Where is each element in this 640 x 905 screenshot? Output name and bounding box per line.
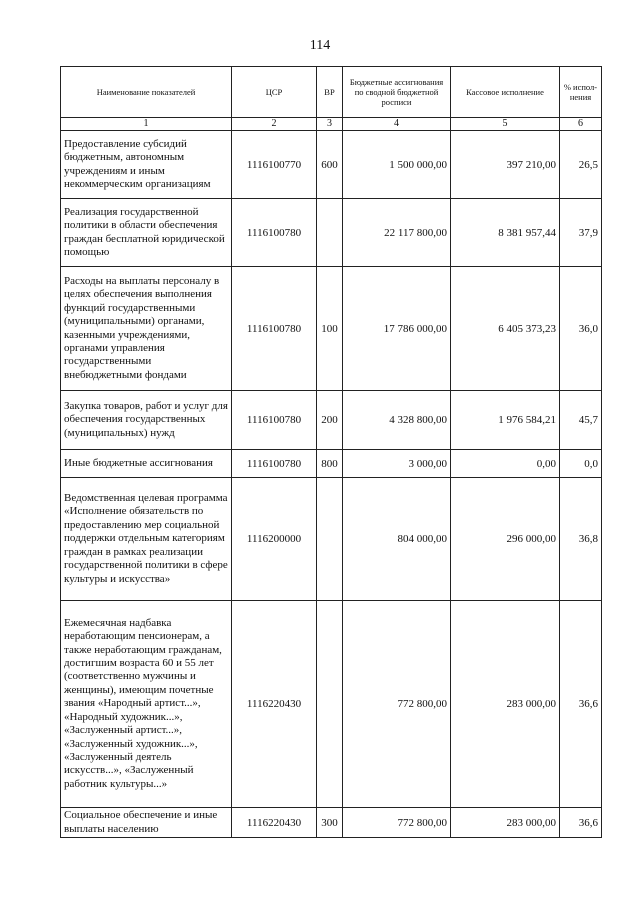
row-cash: 283 000,00 xyxy=(451,808,560,838)
table-row xyxy=(61,199,602,267)
row-percent: 36,8 xyxy=(560,478,602,601)
row-cash: 0,00 xyxy=(451,450,560,478)
row-budget: 1 500 000,00 xyxy=(343,131,451,199)
row-percent: 36,6 xyxy=(560,808,602,838)
row-cash: 283 000,00 xyxy=(451,601,560,808)
column-number: 1 xyxy=(61,118,232,131)
row-percent: 0,0 xyxy=(560,450,602,478)
row-budget: 772 800,00 xyxy=(343,601,451,808)
row-budget: 772 800,00 xyxy=(343,808,451,838)
header-row xyxy=(61,67,602,118)
row-name: Ежемесячная надбавка неработающим пенсионерам, а также неработающим гражданам, достигшим возраста 60 и 55 лет (соответственно мужчины и женщины), имеющим почетные звания «Народный артист...», «Народный художник...», «Заслуженный артист...», «Заслуженный художник...», «Заслуженный деятель искусств...», «Заслуженный работник культуры...» xyxy=(61,601,232,808)
header-percent: % испол-нения xyxy=(560,67,602,118)
row-budget: 22 117 800,00 xyxy=(343,199,451,267)
header-name: Наименование показателей xyxy=(61,67,232,118)
column-number-row xyxy=(61,118,602,131)
row-csr: 1116100780 xyxy=(232,450,317,478)
row-vr xyxy=(317,199,343,267)
row-vr: 300 xyxy=(317,808,343,838)
column-number: 3 xyxy=(317,118,343,131)
column-number: 5 xyxy=(451,118,560,131)
page-number: 114 xyxy=(309,38,331,53)
header-vr: ВР xyxy=(317,67,343,118)
table-row xyxy=(61,601,602,808)
row-percent: 45,7 xyxy=(560,391,602,450)
row-percent: 36,0 xyxy=(560,267,602,391)
column-number: 2 xyxy=(232,118,317,131)
row-cash: 6 405 373,23 xyxy=(451,267,560,391)
header-csr: ЦСР xyxy=(232,67,317,118)
budget-execution-table xyxy=(60,66,602,838)
row-vr: 600 xyxy=(317,131,343,199)
row-percent: 37,9 xyxy=(560,199,602,267)
row-vr xyxy=(317,478,343,601)
row-csr: 1116220430 xyxy=(232,601,317,808)
row-name: Расходы на выплаты персоналу в целях обеспечения выполнения функций государственными (муниципальными) органами, казенными учреждениями, органами управления государственными внебюджетными фондами xyxy=(61,267,232,391)
header-budget: Бюджетные ассигнования по сводной бюджетной росписи xyxy=(343,67,451,118)
table-row xyxy=(61,808,602,838)
table-row xyxy=(61,450,602,478)
row-cash: 1 976 584,21 xyxy=(451,391,560,450)
row-budget: 804 000,00 xyxy=(343,478,451,601)
row-name: Ведомственная целевая программа «Исполнение обязательств по предоставлению мер социальной поддержки отдельным категориям граждан в рамках реализации государственной политики в сфере культуры и искусства» xyxy=(61,478,232,601)
table-row xyxy=(61,478,602,601)
row-cash: 8 381 957,44 xyxy=(451,199,560,267)
row-budget: 4 328 800,00 xyxy=(343,391,451,450)
row-name: Реализация государственной политики в области обеспечения граждан бесплатной юридической помощью xyxy=(61,199,232,267)
row-vr: 800 xyxy=(317,450,343,478)
row-cash: 296 000,00 xyxy=(451,478,560,601)
row-csr: 1116100780 xyxy=(232,267,317,391)
table-row xyxy=(61,131,602,199)
column-number: 4 xyxy=(343,118,451,131)
row-percent: 36,6 xyxy=(560,601,602,808)
table-row xyxy=(61,391,602,450)
row-vr xyxy=(317,601,343,808)
row-budget: 3 000,00 xyxy=(343,450,451,478)
row-budget: 17 786 000,00 xyxy=(343,267,451,391)
row-percent: 26,5 xyxy=(560,131,602,199)
row-csr: 1116200000 xyxy=(232,478,317,601)
row-vr: 200 xyxy=(317,391,343,450)
row-csr: 1116100780 xyxy=(232,391,317,450)
column-number: 6 xyxy=(560,118,602,131)
table-row xyxy=(61,267,602,391)
row-csr: 1116100780 xyxy=(232,199,317,267)
row-vr: 100 xyxy=(317,267,343,391)
header-cash: Кассовое исполнение xyxy=(451,67,560,118)
row-csr: 1116100770 xyxy=(232,131,317,199)
row-name: Социальное обеспечение и иные выплаты населению xyxy=(61,808,232,838)
row-name: Закупка товаров, работ и услуг для обеспечения государственных (муниципальных) нужд xyxy=(61,391,232,450)
row-name: Предоставление субсидий бюджетным, автономным учреждениям и иным некоммерческим организациям xyxy=(61,131,232,199)
row-cash: 397 210,00 xyxy=(451,131,560,199)
row-csr: 1116220430 xyxy=(232,808,317,838)
row-name: Иные бюджетные ассигнования xyxy=(61,450,232,478)
